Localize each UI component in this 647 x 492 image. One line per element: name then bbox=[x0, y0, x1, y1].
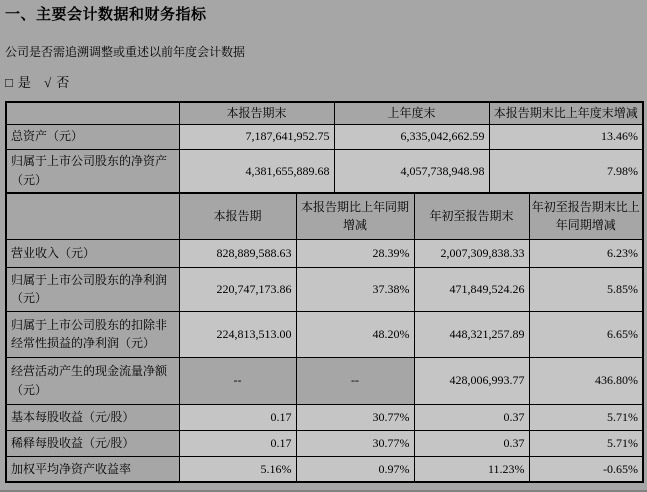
row-label-total-assets: 总资产（元） bbox=[6, 124, 179, 149]
value-cell: 4,057,738,948.98 bbox=[334, 149, 489, 193]
table-row bbox=[6, 456, 643, 482]
value-cell: 5.71% bbox=[529, 430, 643, 456]
value-cell: 5.85% bbox=[529, 267, 643, 311]
value-cell: 436.80% bbox=[529, 357, 643, 404]
section-title: 一、主要会计数据和财务指标 bbox=[5, 6, 207, 23]
table-row bbox=[6, 149, 643, 193]
value-cell: 471,849,524.26 bbox=[414, 267, 529, 311]
value-cell: 4,381,655,889.68 bbox=[179, 149, 334, 193]
table-row bbox=[6, 311, 643, 357]
value-cell: 428,006,993.77 bbox=[414, 357, 529, 404]
empty-corner-cell bbox=[6, 102, 179, 124]
checkbox-empty-icon: □ bbox=[5, 75, 13, 90]
table-row bbox=[6, 357, 643, 404]
value-cell: 37.38% bbox=[296, 267, 414, 311]
period-end-indicators-table bbox=[5, 101, 644, 194]
table-row bbox=[6, 430, 643, 456]
value-cell: 2,007,309,838.33 bbox=[414, 239, 529, 267]
table-row bbox=[6, 267, 643, 311]
value-cell: 30.77% bbox=[296, 430, 414, 456]
value-cell: 828,889,588.63 bbox=[179, 239, 296, 267]
value-cell-empty: -- bbox=[179, 357, 296, 404]
value-cell: 11.23% bbox=[414, 456, 529, 482]
column-header-current-period: 本报告期 bbox=[179, 193, 296, 239]
table-header-row bbox=[6, 193, 643, 239]
restatement-question: 公司是否需追溯调整或重述以前年度会计数据 bbox=[5, 45, 246, 59]
value-cell: 0.97% bbox=[296, 456, 414, 482]
table-row bbox=[6, 404, 643, 430]
option-yes bbox=[5, 75, 31, 90]
value-cell-empty: -- bbox=[296, 357, 414, 404]
value-cell: 0.37 bbox=[414, 404, 529, 430]
value-cell: -0.65% bbox=[529, 456, 643, 482]
row-label-operating-cash-flow: 经营活动产生的现金流量净额（元） bbox=[6, 357, 179, 404]
row-label-basic-eps: 基本每股收益（元/股） bbox=[6, 404, 179, 430]
option-yes-label: 是 bbox=[17, 75, 31, 90]
row-label-net-profit: 归属于上市公司股东的净利润（元） bbox=[6, 267, 179, 311]
value-cell: 7,187,641,952.75 bbox=[179, 124, 334, 149]
column-header-prior-year-end: 上年度末 bbox=[334, 102, 489, 124]
value-cell: 7.98% bbox=[489, 149, 643, 193]
table-header-row bbox=[6, 102, 643, 124]
row-label-diluted-eps: 稀释每股收益（元/股） bbox=[6, 430, 179, 456]
value-cell: 6.23% bbox=[529, 239, 643, 267]
value-cell: 220,747,173.86 bbox=[179, 267, 296, 311]
table-row bbox=[6, 239, 643, 267]
value-cell: 5.16% bbox=[179, 456, 296, 482]
restatement-options bbox=[5, 72, 647, 91]
value-cell: 0.17 bbox=[179, 404, 296, 430]
row-label-net-profit-excl-nonrecurring: 归属于上市公司股东的扣除非经常性损益的净利润（元） bbox=[6, 311, 179, 357]
value-cell: 0.17 bbox=[179, 430, 296, 456]
report-page bbox=[0, 3, 647, 483]
value-cell: 224,813,513.00 bbox=[179, 311, 296, 357]
empty-corner-cell bbox=[6, 193, 179, 239]
value-cell: 0.37 bbox=[414, 430, 529, 456]
row-label-net-assets: 归属于上市公司股东的净资产（元） bbox=[6, 149, 179, 193]
value-cell: 6.65% bbox=[529, 311, 643, 357]
value-cell: 13.46% bbox=[489, 124, 643, 149]
option-no bbox=[44, 75, 69, 90]
column-header-change-vs-prior-year-end: 本报告期末比上年度末增减 bbox=[489, 102, 643, 124]
column-header-year-to-date: 年初至报告期末 bbox=[414, 193, 529, 239]
checkmark-icon: √ bbox=[44, 75, 52, 90]
value-cell: 48.20% bbox=[296, 311, 414, 357]
value-cell: 28.39% bbox=[296, 239, 414, 267]
column-header-ytd-change-vs-same-period: 年初至报告期末比上年同期增减 bbox=[529, 193, 643, 239]
value-cell: 448,321,257.89 bbox=[414, 311, 529, 357]
column-header-change-vs-same-period: 本报告期比上年同期增减 bbox=[296, 193, 414, 239]
reporting-period-indicators-table bbox=[5, 192, 644, 483]
value-cell: 6,335,042,662.59 bbox=[334, 124, 489, 149]
table-row bbox=[6, 124, 643, 149]
row-label-operating-revenue: 营业收入（元） bbox=[6, 239, 179, 267]
column-header-current-period-end: 本报告期末 bbox=[179, 102, 334, 124]
value-cell: 5.71% bbox=[529, 404, 643, 430]
value-cell: 30.77% bbox=[296, 404, 414, 430]
row-label-weighted-avg-roe: 加权平均净资产收益率 bbox=[6, 456, 179, 482]
option-no-label: 否 bbox=[56, 75, 70, 90]
